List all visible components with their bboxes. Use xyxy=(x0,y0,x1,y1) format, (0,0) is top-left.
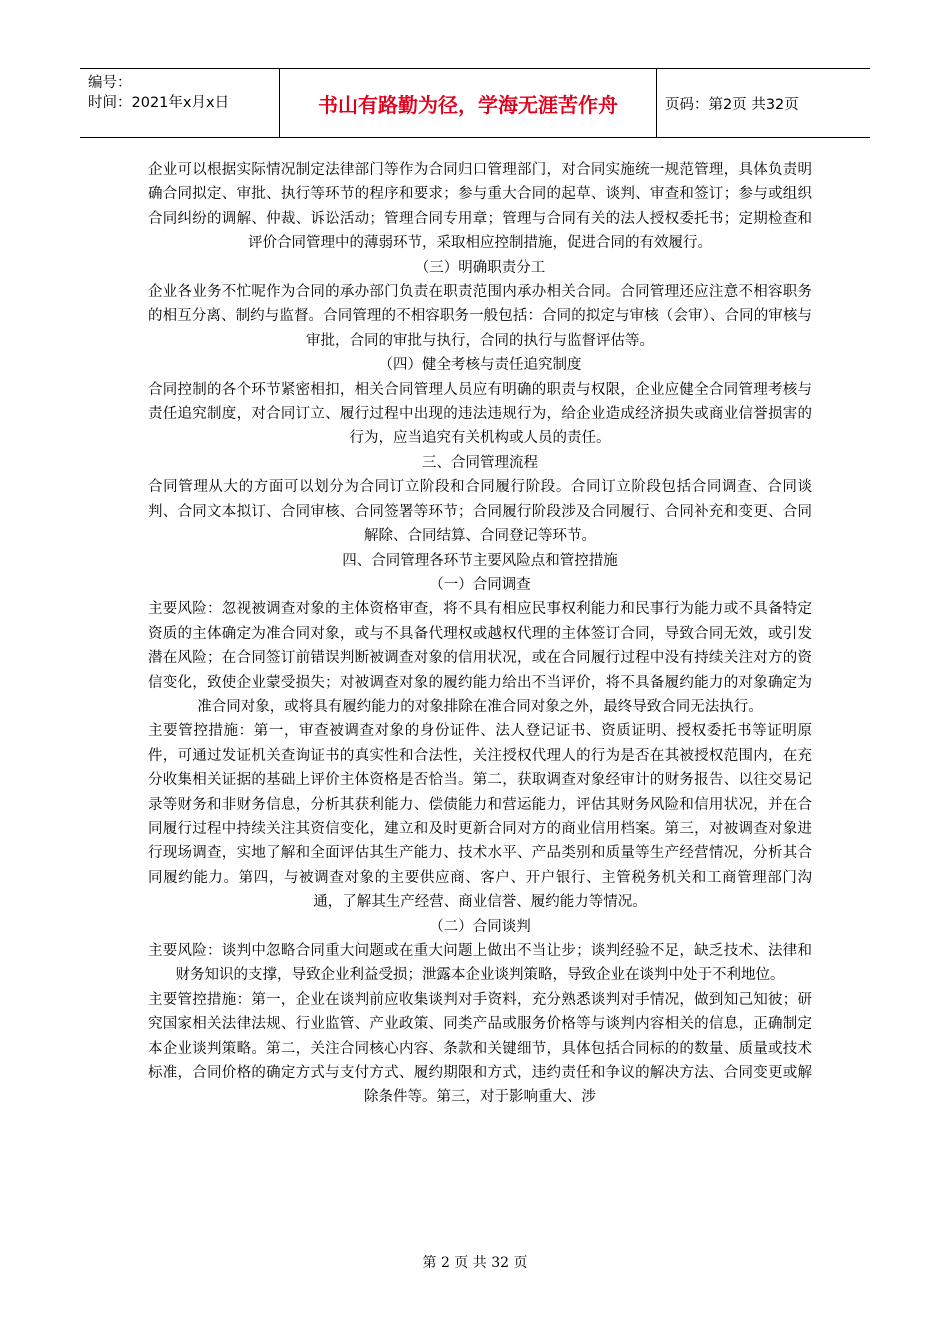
paragraph: 主要管控措施：第一，审查被调查对象的身份证件、法人登记证书、资质证明、授权委托书等证明原件，可通过发证机关查询证书的真实性和合法性，关注授权代理人的行为是否在其被授权范围内，在充分收集相关证据的基础上评价主体资格是否恰当。第二，获取调查对象经审计的财务报告、以往交易记录等财务和非财务信息，分析其获利能力、偿债能力和营运能力，评估其财务风险和信用状况，并在合同履行过程中持续关注其资信变化，建立和及时更新合同对方的商业信用档案。第三，对被调查对象进行现场调查，实地了解和全面评估其生产能力、技术水平、产品类别和质量等生产经营情况，分析其合同履约能力。第四，与被调查对象的主要供应商、客户、开户银行、主管税务机关和工商管理部门沟通，了解其生产经营、商业信誉、履约能力等情况。 xyxy=(148,723,812,911)
paragraph: 主要风险：谈判中忽略合同重大问题或在重大问题上做出不当让步；谈判经验不足，缺乏技术、法律和财务知识的支撑，导致企业利益受损；泄露本企业谈判策略，导致企业在谈判中处于不利地位。 xyxy=(148,943,812,984)
document-number-label: 编号： xyxy=(88,75,132,91)
header-page-label: 页码：第2页 共32页 xyxy=(665,96,799,113)
page-footer: 第 2 页 共 32 页 xyxy=(422,1255,528,1271)
header-left-cell xyxy=(80,69,280,137)
page-header xyxy=(80,68,870,138)
paragraph: 主要管控措施：第一，企业在谈判前应收集谈判对手资料，充分熟悉谈判对手情况，做到知己知彼；研究国家相关法律法规、行业监管、产业政策、同类产品或服务价格等与谈判内容相关的信息，正确制定本企业谈判策略。第二，关注合同核心内容、条款和关键细节，具体包括合同标的的数量、质量或技术标准，合同价格的确定方式与支付方式、履约期限和方式，违约责任和争议的解决方法、合同变更或解除条件等。第三，对于影响重大、涉 xyxy=(148,991,812,1106)
paragraph: 合同控制的各个环节紧密相扣，相关合同管理人员应有明确的职责与权限，企业应健全合同管理考核与责任追究制度，对合同订立、履行过程中出现的违法违规行为，给企业造成经济损失或商业信誉损害的行为，应当追究有关机构或人员的责任。 xyxy=(148,381,812,447)
paragraph: 企业可以根据实际情况制定法律部门等作为合同归口管理部门，对合同实施统一规范管理，具体负责明确合同拟定、审批、执行等环节的程序和要求；参与重大合同的起草、谈判、审查和签订；参与或组织合同纠纷的调解、仲裁、诉讼活动；管理合同专用章；管理与合同有关的法人授权委托书；定期检查和评价合同管理中的薄弱环节，采取相应控制措施，促进合同的有效履行。 xyxy=(148,162,812,252)
section-heading: 三、合同管理流程 xyxy=(422,454,538,471)
paragraph: 企业各业务不忙呢作为合同的承办部门负责在职责范围内承办相关合同。合同管理还应注意不相容职务的相互分离、制约与监督。合同管理的不相容职务一般包括：合同的拟定与审核（会审）、合同的审核与审批，合同的审批与执行，合同的执行与监督评估等。 xyxy=(148,284,812,349)
section-heading: 四、合同管理各环节主要风险点和管控措施 xyxy=(342,552,618,569)
section-heading: （一）合同调查 xyxy=(429,576,531,593)
document-body xyxy=(148,158,812,1110)
paragraph: 主要风险：忽视被调查对象的主体资格审查，将不具有相应民事权利能力和民事行为能力或不具备特定资质的主体确定为准合同对象，或与不具备代理权或越权代理的主体签订合同，导致合同无效，或引发潜在风险；在合同签订前错误判断被调查对象的信用状况，或在合同履行过程中没有持续关注对方的资信变化，致使企业蒙受损失；对被调查对象的履约能力给出不当评价，将不具备履约能力的对象确定为准合同对象，或将具有履约能力的对象排除在准合同对象之外，最终导致合同无法执行。 xyxy=(148,601,812,715)
section-heading: （三）明确职责分工 xyxy=(414,259,546,276)
section-heading: （二）合同谈判 xyxy=(429,918,531,935)
section-heading: （四）健全考核与责任追究制度 xyxy=(378,357,582,374)
document-date-label: 时间：2021年x月x日 xyxy=(88,95,230,111)
paragraph: 合同管理从大的方面可以划分为合同订立阶段和合同履行阶段。合同订立阶段包括合同调查、合同谈判、合同文本拟订、合同审核、合同签署等环节；合同履行阶段涉及合同履行、合同补充和变更、合同解除、合同结算、合同登记等环节。 xyxy=(148,479,812,545)
header-motto: 书山有路勤为径，学海无涯苦作舟 xyxy=(280,69,657,137)
